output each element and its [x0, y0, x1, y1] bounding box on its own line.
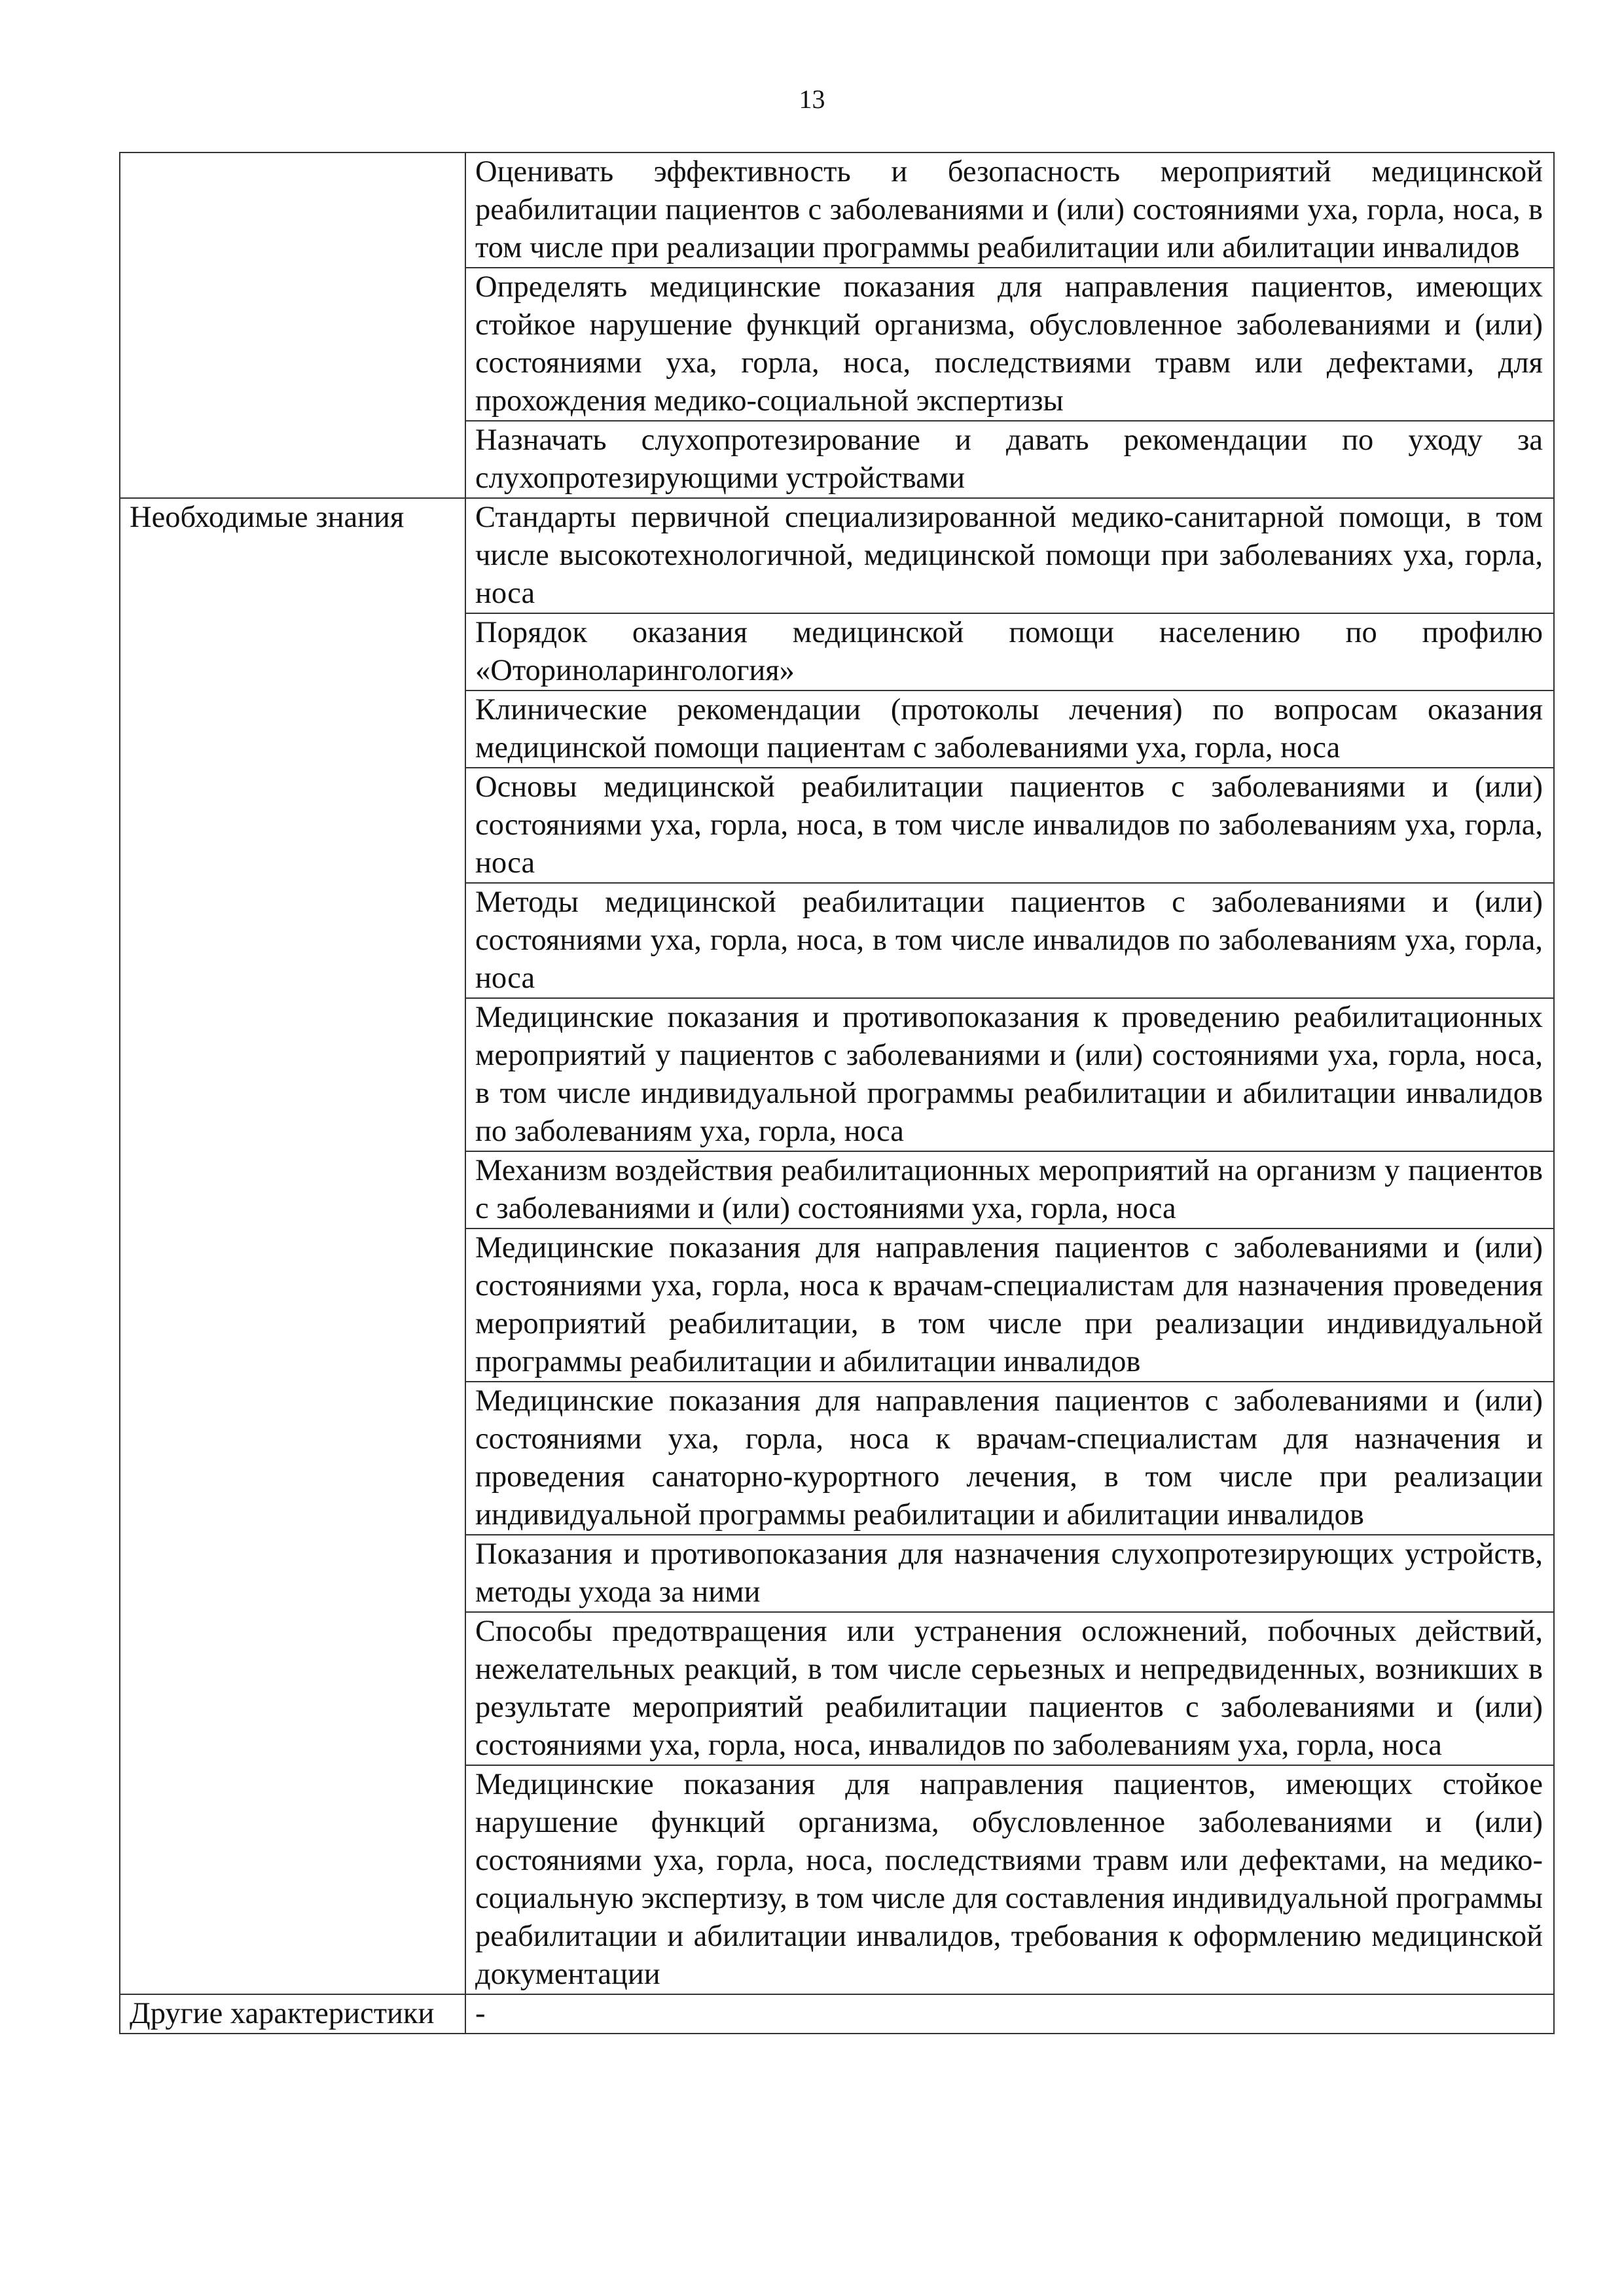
table-row — [120, 421, 1554, 498]
row-label-other-characteristics: Другие характеристики — [120, 1994, 465, 2034]
table-row — [120, 1229, 1554, 1382]
row-label-cell-empty — [120, 268, 465, 421]
table-cell: Назначать слухопротезирование и давать рекомендации по уходу за слухопротезирующими устройствами — [465, 421, 1554, 498]
row-label-cell-empty — [120, 1229, 465, 1382]
table-row — [120, 883, 1554, 998]
table-row — [120, 498, 1554, 613]
table-cell: Определять медицинские показания для направления пациентов, имеющих стойкое нарушение функций организма, обусловленное заболеваниями и (или) состояниями уха, горла, носа, последствиями травм или дефектами, для прохождения медико-социальной экспертизы — [465, 268, 1554, 421]
row-label-required-knowledge: Необходимые знания — [120, 498, 465, 613]
table-cell: - — [465, 1994, 1554, 2034]
row-label-cell-empty — [120, 1535, 465, 1612]
table-row — [120, 1535, 1554, 1612]
row-label-cell-empty — [120, 1765, 465, 1994]
requirements-table — [119, 152, 1555, 2034]
table-row — [120, 1382, 1554, 1535]
table-cell: Методы медицинской реабилитации пациентов с заболеваниями и (или) состояниями уха, горла, носа, в том числе инвалидов по заболеваниям уха, горла, носа — [465, 883, 1554, 998]
table-cell: Способы предотвращения или устранения осложнений, побочных действий, нежелательных реакций, в том числе серьезных и непредвиденных, возникших в результате мероприятий реабилитации пациентов с заболеваниями и (или) состояниями уха, горла, носа, инвалидов по заболеваниям уха, горла, носа — [465, 1612, 1554, 1765]
table-cell: Медицинские показания для направления пациентов, имеющих стойкое нарушение функций организма, обусловленное заболеваниями и (или) состояниями уха, горла, носа, последствиями травм или дефектами, на медико-социальную экспертизу, в том числе для составления индивидуальной программы реабилитации и абилитации инвалидов, требования к оформлению медицинской документации — [465, 1765, 1554, 1994]
row-label-cell-empty — [120, 883, 465, 998]
page-number: 13 — [799, 84, 825, 114]
row-label-cell-empty — [120, 1612, 465, 1765]
table-cell: Клинические рекомендации (протоколы лечения) по вопросам оказания медицинской помощи пациентам с заболеваниями уха, горла, носа — [465, 691, 1554, 768]
row-label-cell-empty — [120, 691, 465, 768]
table-cell: Медицинские показания и противопоказания к проведению реабилитационных мероприятий у пациентов с заболеваниями и (или) состояниями уха, горла, носа, в том числе индивидуальной программы реабилитации и абилитации инвалидов по заболеваниям уха, горла, носа — [465, 998, 1554, 1151]
row-label-cell-empty — [120, 1382, 465, 1535]
table-row — [120, 268, 1554, 421]
row-label-cell-empty — [120, 1151, 465, 1229]
table-cell: Показания и противопоказания для назначения слухопротезирующих устройств, методы ухода за ними — [465, 1535, 1554, 1612]
table-row — [120, 998, 1554, 1151]
table-row — [120, 1765, 1554, 1994]
table-row — [120, 1612, 1554, 1765]
table-row — [120, 691, 1554, 768]
table-row — [120, 768, 1554, 883]
table-row — [120, 613, 1554, 691]
table-row — [120, 1151, 1554, 1229]
table-row — [120, 152, 1554, 268]
table-cell: Стандарты первичной специализированной медико-санитарной помощи, в том числе высокотехнологичной, медицинской помощи при заболеваниях уха, горла, носа — [465, 498, 1554, 613]
row-label-cell-empty — [120, 613, 465, 691]
table-cell: Медицинские показания для направления пациентов с заболеваниями и (или) состояниями уха, горла, носа к врачам-специалистам для назначения и проведения санаторно-курортного лечения, в том числе при реализации индивидуальной программы реабилитации и абилитации инвалидов — [465, 1382, 1554, 1535]
table-cell: Медицинские показания для направления пациентов с заболеваниями и (или) состояниями уха, горла, носа к врачам-специалистам для назначения проведения мероприятий реабилитации, в том числе при реализации индивидуальной программы реабилитации и абилитации инвалидов — [465, 1229, 1554, 1382]
row-label-cell-empty — [120, 421, 465, 498]
table-cell: Оценивать эффективность и безопасность мероприятий медицинской реабилитации пациентов с заболеваниями и (или) состояниями уха, горла, носа, в том числе при реализации программы реабилитации или абилитации инвалидов — [465, 152, 1554, 268]
table-cell: Основы медицинской реабилитации пациентов с заболеваниями и (или) состояниями уха, горла, носа, в том числе инвалидов по заболеваниям уха, горла, носа — [465, 768, 1554, 883]
table-cell: Механизм воздействия реабилитационных мероприятий на организм у пациентов с заболеваниями и (или) состояниями уха, горла, носа — [465, 1151, 1554, 1229]
table-cell: Порядок оказания медицинской помощи населению по профилю «Оториноларингология» — [465, 613, 1554, 691]
row-label-cell-empty — [120, 998, 465, 1151]
row-label-cell-empty — [120, 768, 465, 883]
table-row — [120, 1994, 1554, 2034]
row-label-cell — [120, 152, 465, 268]
